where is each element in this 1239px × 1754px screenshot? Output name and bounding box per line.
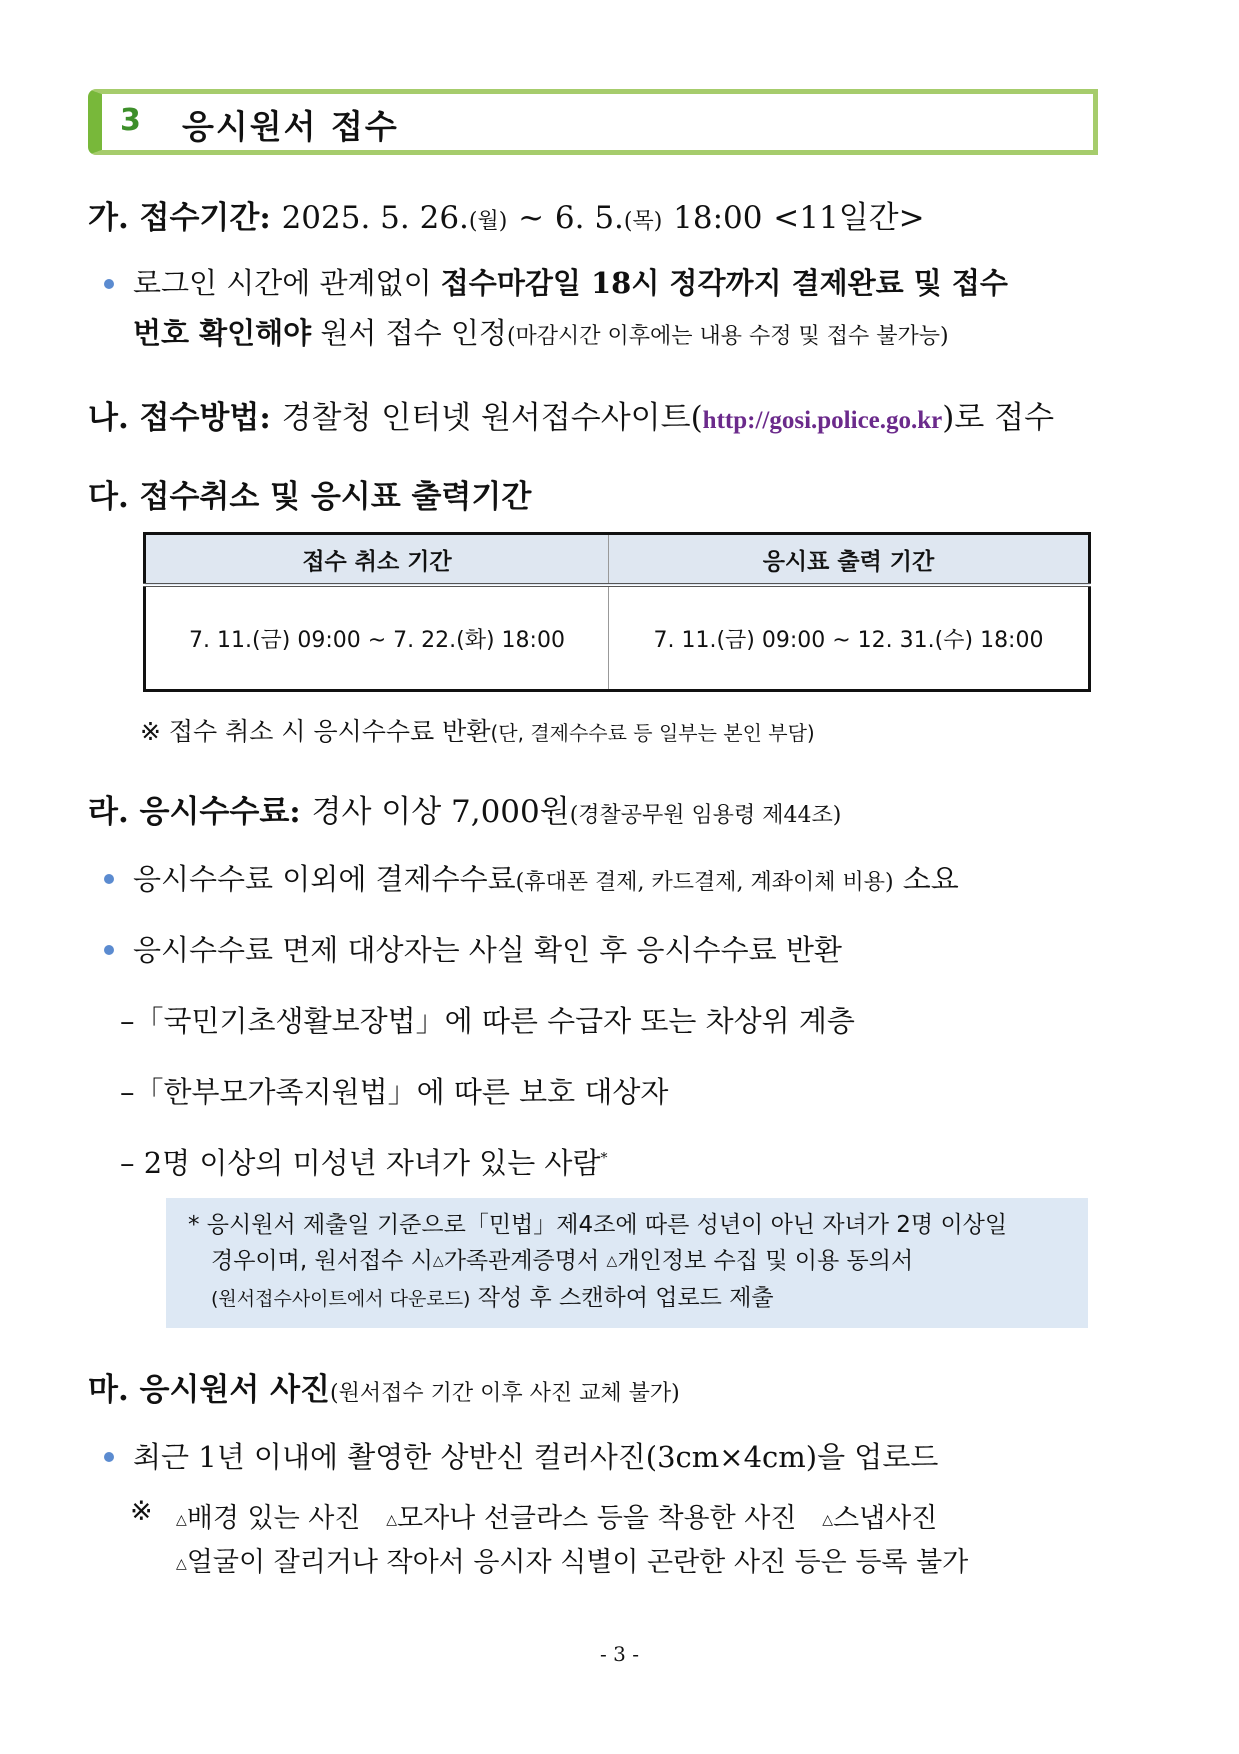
triangle-icon: △ <box>386 1512 397 1528</box>
heading-ma: 마. 응시원서 사진(원서접수 기간 이후 사진 교체 불가) <box>88 1372 680 1408</box>
ra-bullet-2: 응시수수료 면제 대상자는 사실 확인 후 응시수수료 반환 <box>133 933 842 967</box>
heading-na: 나. 접수방법: 경찰청 인터넷 원서접수사이트(http://gosi.police.go.kr)로 접수 <box>88 400 1055 436</box>
table-cell-print: 7. 11.(금) 09:00 ~ 12. 31.(수) 18:00 <box>653 627 1044 653</box>
bullet-dot <box>104 279 114 289</box>
page-number: - 3 - <box>600 1642 639 1666</box>
ma-note-items: △배경 있는 사진 △모자나 선글라스 등을 착용한 사진 △스냅사진 <box>176 1503 938 1534</box>
bullet-dot <box>104 874 114 884</box>
triangle-icon: △ <box>822 1512 833 1528</box>
ra-dash-1: –「국민기초생활보장법」에 따른 수급자 또는 차상위 계층 <box>120 1004 855 1038</box>
triangle-icon: △ <box>176 1556 187 1572</box>
ma-note-line-1: ※ <box>130 1496 153 1527</box>
ma-bullet-1: 최근 1년 이내에 촬영한 상반신 컬러사진(3cm×4cm)을 업로드 <box>133 1440 939 1474</box>
table-header-cancel: 접수 취소 기간 <box>145 534 609 586</box>
triangle-icon: △ <box>606 1253 618 1269</box>
table-cell-cancel: 7. 11.(금) 09:00 ~ 7. 22.(화) 18:00 <box>145 585 609 691</box>
ga-bullet-line1: 로그인 시간에 관계없이 접수마감일 18시 정각까지 결제완료 및 접수 <box>133 266 1008 300</box>
period-table <box>143 532 1091 692</box>
info-line-3: (원서접수사이트에서 다운로드) 작성 후 스캔하여 업로드 제출 <box>211 1285 774 1311</box>
table-header-print: 응시표 출력 기간 <box>608 534 1089 586</box>
triangle-icon: △ <box>432 1253 444 1269</box>
section-number: 3 <box>120 103 141 138</box>
ra-dash-3: – 2명 이상의 미성년 자녀가 있는 사람* <box>120 1146 608 1180</box>
ra-bullet-1: 응시수수료 이외에 결제수수료(휴대폰 결제, 카드결제, 계좌이체 비용) 소요 <box>133 862 959 896</box>
heading-da: 다. 접수취소 및 응시표 출력기간 <box>88 479 532 515</box>
heading-ga: 가. 접수기간: 2025. 5. 26.(월) ~ 6. 5.(목) 18:00 <11일간> <box>88 200 925 236</box>
info-line-2: 경우이며, 원서접수 시△가족관계증명서 △개인정보 수집 및 이용 동의서 <box>211 1248 914 1274</box>
bullet-dot <box>104 1452 114 1462</box>
ra-dash-2: –「한부모가족지원법」에 따른 보호 대상자 <box>120 1075 669 1109</box>
bullet-dot <box>104 945 114 955</box>
triangle-icon: △ <box>176 1512 187 1528</box>
police-url-link[interactable]: http://gosi.police.go.kr <box>702 407 943 434</box>
info-line-1: * 응시원서 제출일 기준으로「민법」제4조에 따른 성년이 아닌 자녀가 2명 이상일 <box>188 1212 1008 1238</box>
ga-bullet-line2: 번호 확인해야 원서 접수 인정(마감시간 이후에는 내용 수정 및 접수 불가능) <box>133 316 949 350</box>
section-title: 응시원서 접수 <box>182 107 399 146</box>
da-note: ※ 접수 취소 시 응시수수료 반환(단, 결제수수료 등 일부는 본인 부담) <box>140 717 815 746</box>
heading-ra: 라. 응시수수료: 경사 이상 7,000원(경찰공무원 임용령 제44조) <box>88 794 842 830</box>
ma-note-line-2: △얼굴이 잘리거나 작아서 응시자 식별이 곤란한 사진 등은 등록 불가 <box>176 1547 969 1578</box>
